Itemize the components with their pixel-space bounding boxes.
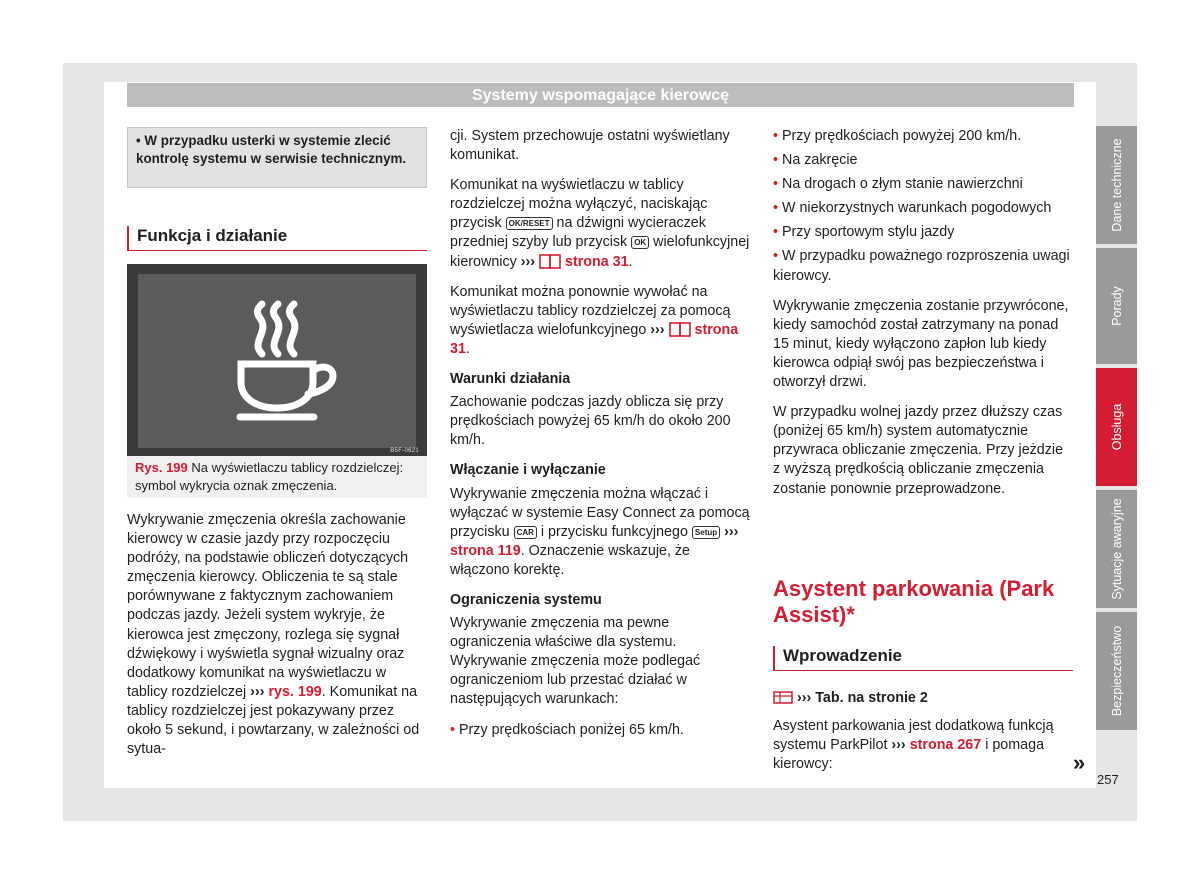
col2-p4: Zachowanie podczas jazdy oblicza się przy prędkościach powyżej 65 km/h do około 200 km/h.	[450, 394, 731, 449]
section-title-funkcja: Funkcja i działanie	[127, 226, 427, 251]
link-strona-31[interactable]: strona 31	[565, 253, 629, 270]
bullet-item: • Przy prędkościach powyżej 200 km/h.	[773, 128, 1022, 144]
col2-p6: Wykrywanie zmęczenia ma pewne ograniczenia właściwe dla systemu. Wykrywanie zmęczenia może podlegać ograniczeniom lub przestać działać w następujących warunkach:	[450, 615, 701, 708]
column-3-footer	[773, 689, 1073, 785]
sidebar-tab-dane-techniczne[interactable]: Dane techniczne	[1096, 126, 1137, 244]
arrows-ref: ›››	[250, 683, 265, 700]
figure-code: B5F-0621	[390, 448, 419, 454]
col2-p1: cji. System przechowuje ostatni wyświetlany komunikat.	[450, 128, 730, 164]
car-key-icon: CAR	[514, 526, 537, 539]
heading-warunki: Warunki działania	[450, 371, 571, 388]
arrows-ref: ›››	[520, 253, 536, 270]
link-strona-119[interactable]: strona 119	[450, 542, 521, 559]
link-strona-267[interactable]: strona 267	[909, 737, 982, 754]
heading-ograniczenia: Ograniczenia systemu	[450, 591, 602, 608]
table-icon	[773, 690, 793, 704]
heading-wlaczanie: Włączanie i wyłączanie	[450, 462, 606, 479]
warning-box: • W przypadku usterki w systemie zlecić kontrolę systemu w serwisie technicznym.	[127, 127, 427, 188]
sidebar-tab-obsluga[interactable]: Obsługa	[1096, 368, 1137, 486]
sidebar-tab-sytuacje-awaryjne[interactable]: Sytuacje awaryjne	[1096, 490, 1137, 608]
subsection-title-wprowadzenie: Wprowadzenie	[773, 646, 1073, 671]
col1-para-end: . Komunikat na tablicy rozdzielczej jest pokazywany przez około 5 sekund, i powtarzany, w zależności od sytua-	[127, 683, 420, 758]
link-tab-strona-2[interactable]: Tab. na stronie 2	[815, 690, 928, 706]
bullet-item: • W przypadku poważnego rozproszenia uwagi kierowcy.	[773, 248, 1070, 284]
bullet-list	[773, 127, 1073, 286]
bullet-item: • Na drogach o złym stanie nawierzchni	[773, 176, 1023, 193]
col2-p5-c: . Oznaczenie wskazuje, że włączono korektę.	[450, 542, 690, 578]
column-3-body	[773, 127, 1073, 510]
book-icon	[669, 321, 691, 337]
column-1-body	[127, 511, 427, 770]
link-strona-31[interactable]: strona 31	[450, 321, 739, 357]
figure-display	[138, 274, 416, 448]
caption-text: Na wyświetlaczu tablicy rozdzielczej: symbol wykrycia oznak zmęczenia.	[135, 460, 404, 493]
link-rys-199[interactable]: rys. 199	[268, 683, 322, 700]
col2-p3: Komunikat można ponownie wywołać na wyświetlaczu tablicy rozdzielczej za pomocą wyświetlacza wielofunkcyjnego	[450, 283, 731, 338]
sidebar-tab-bezpieczenstwo[interactable]: Bezpieczeństwo	[1096, 612, 1137, 730]
caption-ref: Rys. 199	[135, 460, 188, 475]
figure-199	[127, 264, 427, 456]
section-title-park-assist: Asystent parkowania (Park Assist)*	[773, 576, 1055, 627]
col3-p2: W przypadku wolnej jazdy przez dłuższy czas (poniżej 65 km/h) system automatycznie przywraca obliczanie zmęczenia. Przy jeżdzie z wyższą prędkością obliczanie zmęczenia zostanie ponownie przeprowadzone.	[773, 404, 1064, 497]
coffee-cup-icon	[138, 274, 416, 448]
sidebar-tab-porady[interactable]: Porady	[1096, 248, 1137, 364]
ok-key-icon: OK	[631, 236, 649, 249]
col1-para: Wykrywanie zmęczenia określa zachowanie kierowcy w czasie jazdy przy rozpoczęciu podróży, na podstawie obliczeń dotyczących zmęczenia kierowcy. Obliczenia te są stale porównywane z faktycznym zachowaniem podczas jazdy. Jeżeli system wykryje, że kierowca jest zmęczony, rozlega się sygnał dźwiękowy i wyświetla sygnał wizualny oraz dodatkowy komunikat na wyświetlaczu w tablicy rozdzielczej	[127, 512, 409, 700]
col2-p5-a: Wykrywanie zmęczenia można włączać i wyłączać w systemie Easy Connect za pomocą przycisku	[450, 485, 750, 540]
bullet-item: • W niekorzystnych warunkach pogodowych	[773, 200, 1052, 217]
col3-p3-b: i pomaga kierowcy:	[773, 737, 1045, 773]
page-header-title: Systemy wspomagające kierowcę	[127, 83, 1074, 107]
setup-key-icon: Setup	[692, 526, 720, 539]
column-2-body: cji. System przechowuje ostatni wyświetlany komunikat. Komunikat na wyświetlaczu w tablicy rozdzielczej można wyłączyć, naciskając przycisk OK/RESET na dźwigni wycieraczek przedniej szyby lub przycisk OK wielofunkcyjnej kierownicy ››› strona 31. Komunikat można ponownie wywołać na wyświetlaczu tablicy rozdzielczej za pomocą wyświetlacza wielofunkcyjnego ››› strona 31. Warunki działania Zachowanie podczas jazdy oblicza się przy prędkościach powyżej 65 km/h do około 200 km/h. Włączanie i wyłączanie Wykrywanie zmęczenia można włączać i wyłączać w systemie Easy Connect za pomocą przycisku CAR i przycisku funkcyjnego Setup ››› strona 119. Oznaczenie wskazuje, że włączono korektę. Ograniczenia systemu Wykrywanie zmęczenia ma pewne ograniczenia właściwe dla systemu. Wykrywanie zmęczenia może podlegać ograniczeniom lub przestać działać w następujących warunkach: • Przy prędkościach poniżej 65 km/h.	[450, 128, 750, 738]
bullet-item: • Przy sportowym stylu jazdy	[773, 224, 955, 241]
arrows-ref: ›››	[891, 737, 906, 754]
col2-p2-b: na dźwigni wycieraczek przedniej szyby lub przycisk	[450, 215, 706, 251]
col3-p3-a: Asystent parkowania jest dodatkową funkcją systemu ParkPilot	[773, 718, 1054, 754]
ok-reset-key-icon: OK/RESET	[506, 217, 553, 230]
figure-caption	[127, 456, 427, 498]
bullet-item: Przy prędkościach poniżej 65 km/h.	[459, 721, 684, 738]
warning-text: W przypadku usterki w systemie zlecić kontrolę systemu w serwisie technicznym.	[136, 133, 407, 166]
col2-p5-b: i przycisku funkcyjnego	[540, 523, 688, 540]
bullet-item: • Na zakręcie	[773, 152, 858, 169]
arrows-ref: ›››	[796, 690, 812, 706]
col2-p2-a: Komunikat na wyświetlaczu w tablicy rozdzielczej można wyłączyć, naciskając przycisk	[450, 177, 708, 232]
col3-p1: Wykrywanie zmęczenia zostanie przywrócone, kiedy samochód został zatrzymany na ponad 15 minut, kiedy wyłączono zapłon lub kiedy kierowca odpiął swój pas bezpieczeństwa i otworzył drzwi.	[773, 297, 1069, 391]
col2-p2-c: wielofunkcyjnej kierownicy	[450, 234, 750, 270]
continue-mark: »	[1073, 750, 1086, 775]
arrows-ref: ›››	[724, 523, 739, 540]
book-icon	[539, 253, 561, 269]
arrows-ref: ›››	[650, 321, 665, 338]
page-number: 257	[1097, 772, 1119, 787]
